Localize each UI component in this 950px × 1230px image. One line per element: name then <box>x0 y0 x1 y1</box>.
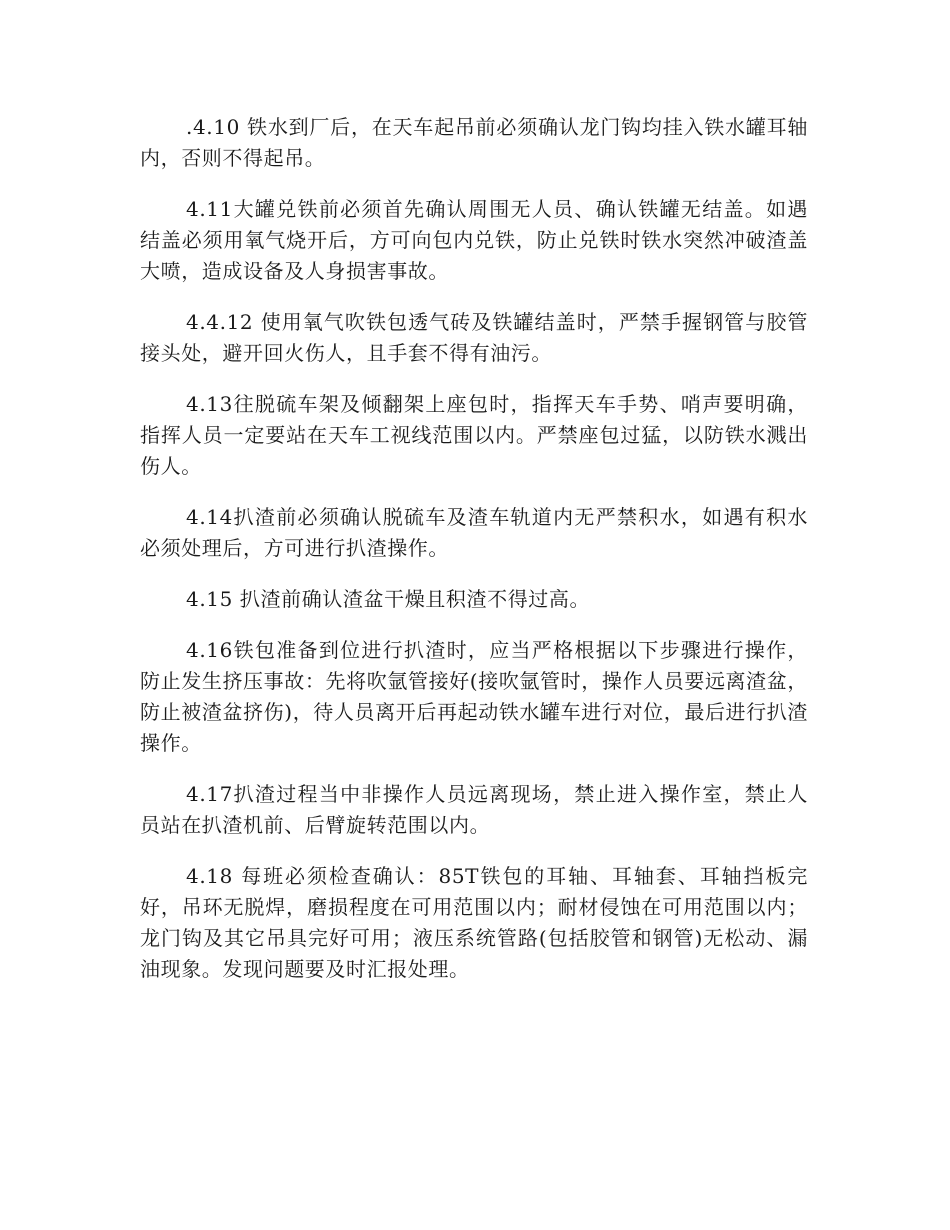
paragraph-4-15: 4.15 扒渣前确认渣盆干燥且积渣不得过高。 <box>186 587 591 611</box>
paragraph-4-14: 4.14扒渣前必须确认脱硫车及渣车轨道内无严禁积水，如遇有积水必须处理后，方可进行扒渣操作。 <box>140 505 808 560</box>
paragraph-4-11: 4.11大罐兑铁前必须首先确认周围无人员、确认铁罐无结盖。如遇结盖必须用氧气烧开后，方可向包内兑铁，防止兑铁时铁水突然冲破渣盖大喷，造成设备及人身损害事故。 <box>140 197 808 283</box>
paragraph-4-17: 4.17扒渣过程当中非操作人员远离现场，禁止进入操作室，禁止人员站在扒渣机前、后臂旋转范围以内。 <box>140 782 808 837</box>
paragraph-4-10: .4.10 铁水到厂后，在天车起吊前必须确认龙门钩均挂入铁水罐耳轴内，否则不得起吊。 <box>140 115 808 170</box>
document-page <box>140 112 808 1005</box>
paragraph-4-4-12: 4.4.12 使用氧气吹铁包透气砖及铁罐结盖时，严禁手握钢管与胶管接头处，避开回火伤人，且手套不得有油污。 <box>140 310 808 365</box>
paragraph-4-13: 4.13往脱硫车架及倾翻架上座包时，指挥天车手势、哨声要明确，指挥人员一定要站在天车工视线范围以内。严禁座包过猛，以防铁水溅出伤人。 <box>140 392 808 478</box>
paragraph-4-16: 4.16铁包准备到位进行扒渣时，应当严格根据以下步骤进行操作，防止发生挤压事故：先将吹氩管接好(接吹氩管时，操作人员要远离渣盆，防止被渣盆挤伤)，待人员离开后再起动铁水罐车进行对位，最后进行扒渣操作。 <box>140 638 808 755</box>
paragraph-4-18: 4.18 每班必须检查确认：85T铁包的耳轴、耳轴套、耳轴挡板完好，吊环无脱焊，磨损程度在可用范围以内；耐材侵蚀在可用范围以内；龙门钩及其它吊具完好可用；液压系统管路(包括胶管和钢管)无松动、漏油现象。发现问题要及时汇报处理。 <box>140 864 808 981</box>
